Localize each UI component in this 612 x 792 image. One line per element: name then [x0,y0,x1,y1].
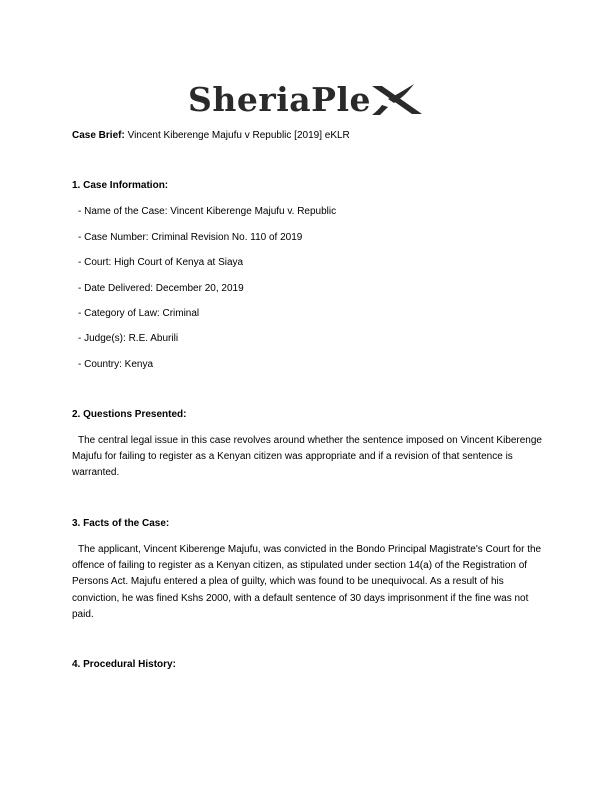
sheriaplex-logo-mark [176,78,436,120]
section-heading-questions: 2. Questions Presented: [72,409,187,420]
case-brief-title: Vincent Kiberenge Majufu v Republic [2019] eKLR [127,130,350,141]
case-brief-line [72,128,350,144]
info-item-date-delivered: - Date Delivered: December 20, 2019 [78,283,244,294]
info-item-judges: - Judge(s): R.E. Aburili [78,333,179,344]
info-item-category: - Category of Law: Criminal [78,308,200,319]
info-item-court: - Court: High Court of Kenya at Siaya [78,257,244,268]
sheriaplex-logo [0,78,612,120]
case-brief-label: Case Brief: [72,130,125,141]
section-heading-facts: 3. Facts of the Case: [72,518,170,529]
facts-paragraph: The applicant, Vincent Kiberenge Majufu, was convicted in the Bondo Principal Magistrate's Court for the offence of failing to register as a Kenyan citizen, as stipulated under section 14(a) of the Registration of Persons Act. Majufu entered a plea of guilty, which was found to be unequivocal. As a result of his conviction, he was fined Kshs 2000, with a default sentence of 30 days imprisonment if the fine was not paid. [72,544,542,620]
info-item-country: - Country: Kenya [78,359,154,370]
questions-paragraph: The central legal issue in this case revolves around whether the sentence imposed on Vincent Kiberenge Majufu for failing to register as a Kenyan citizen was appropriate and if a revision of that sentence is warranted. [72,435,542,479]
section-heading-procedural-history: 4. Procedural History: [72,659,176,670]
info-item-case-number: - Case Number: Criminal Revision No. 110 of 2019 [78,232,303,243]
info-item-name: - Name of the Case: Vincent Kiberenge Majufu v. Republic [78,206,337,217]
logo-x-icon [372,84,422,115]
section-heading-case-information: 1. Case Information: [72,180,169,191]
logo-wordmark: SheriaPle [188,80,371,119]
